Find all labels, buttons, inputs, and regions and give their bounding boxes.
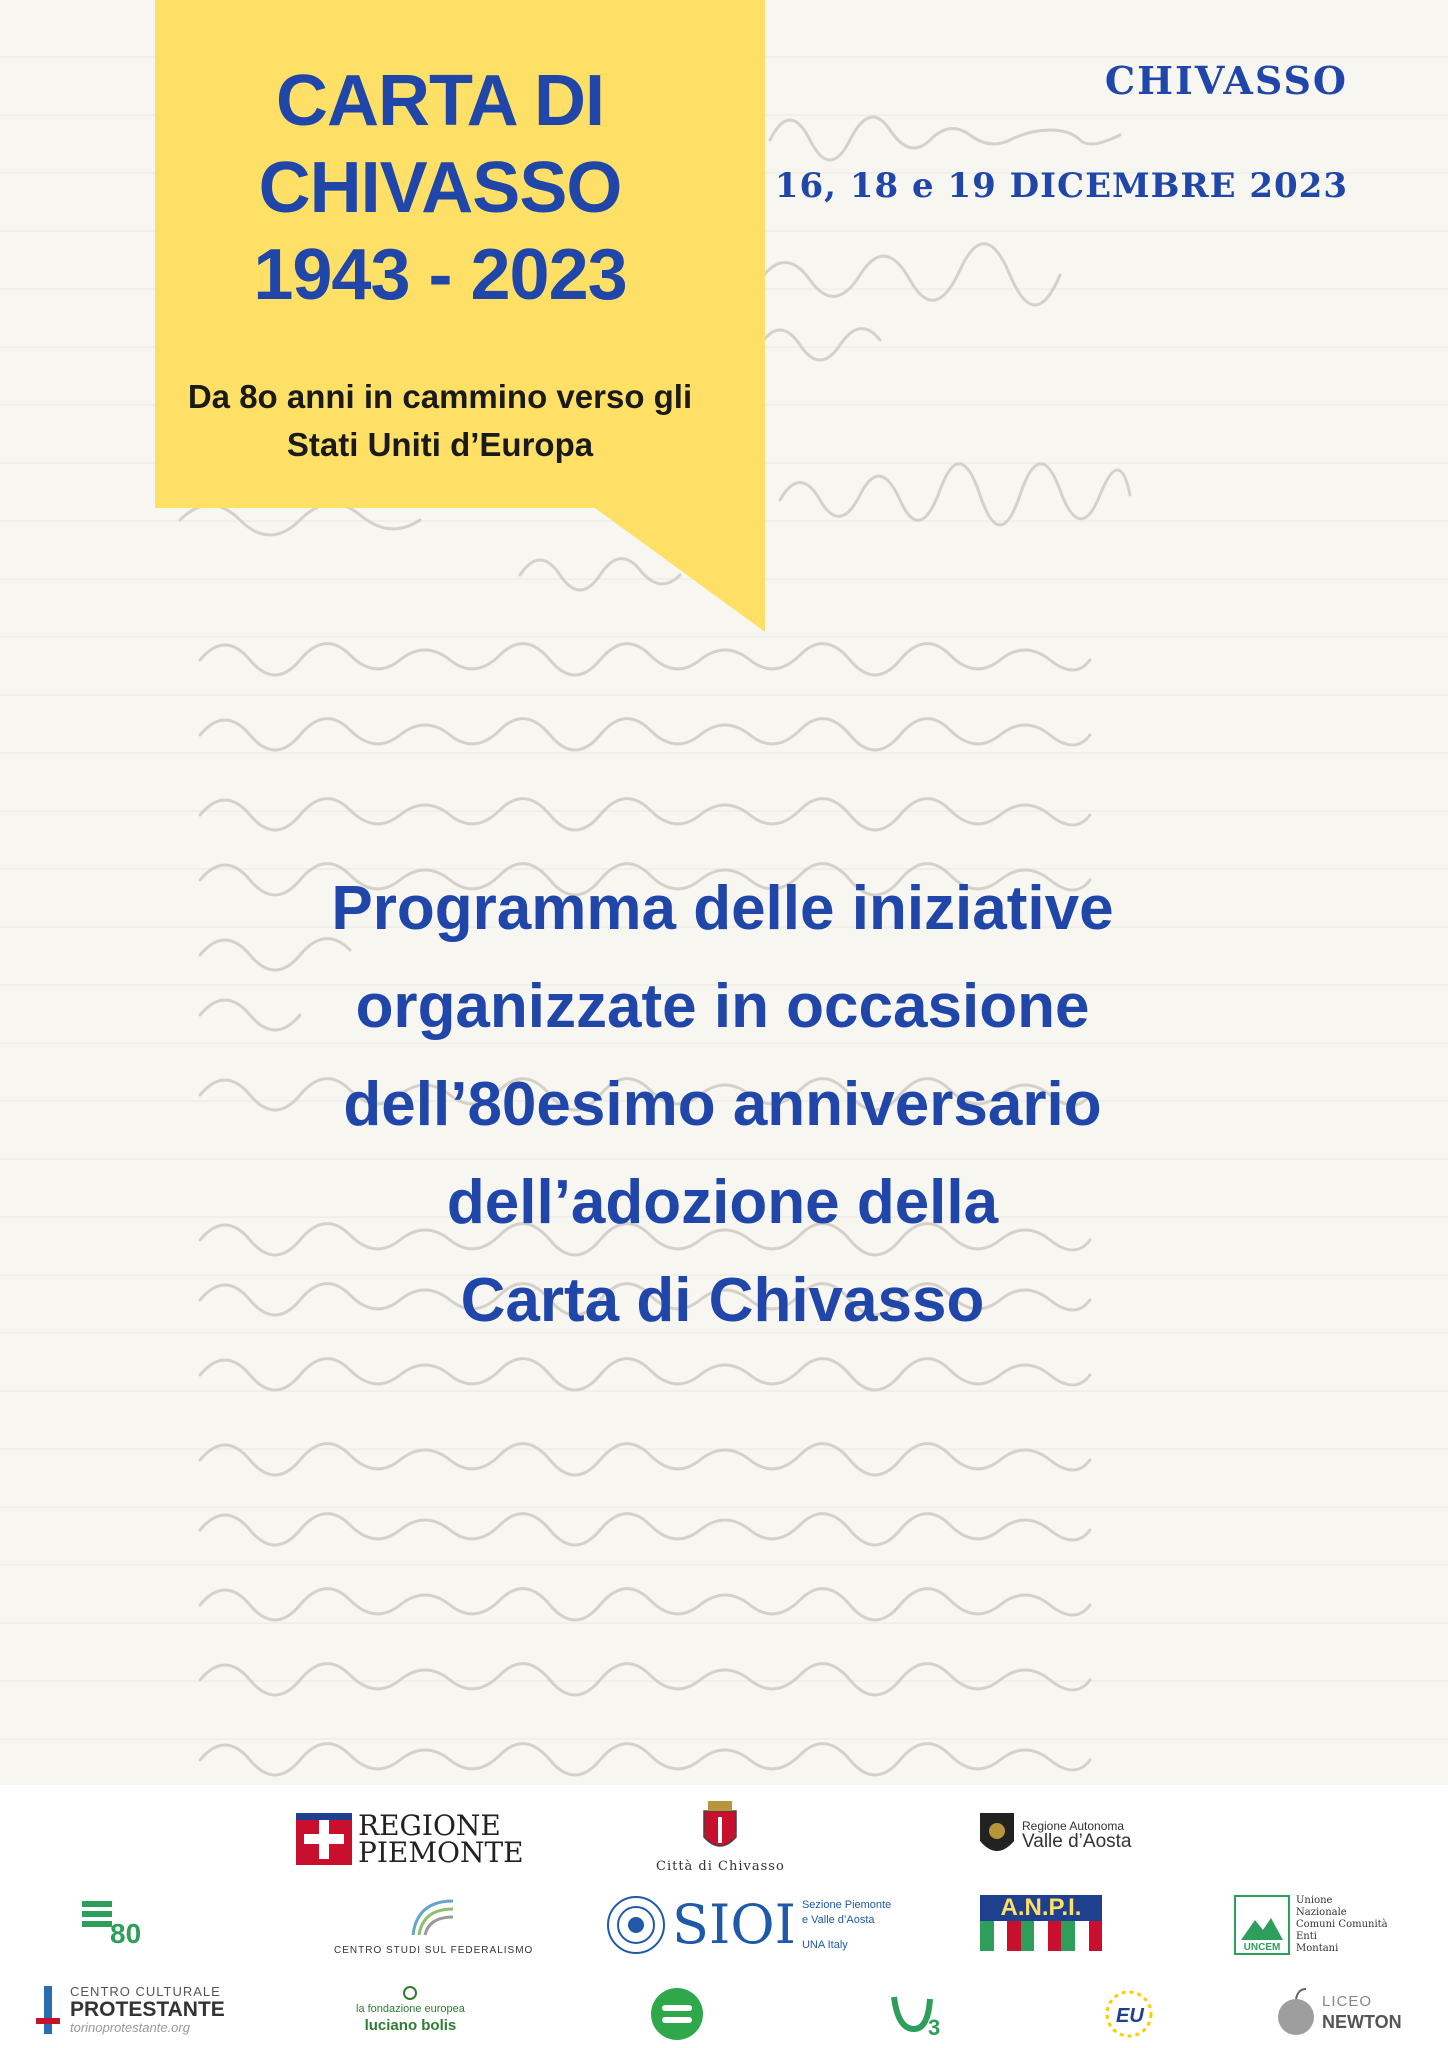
logo-text: Enti [1296,1931,1317,1942]
logo-text: 80 [110,1918,142,1947]
callout-title-line: CARTA DI [276,61,604,141]
sioi-logo [606,1895,891,1955]
logo-text: UNA Italy [801,1938,848,1951]
logo-text: REGIONE [358,1809,501,1842]
apple-icon [1276,1985,1316,2039]
logo-text: A.N.P.I. [980,1895,1102,1921]
eu-stars-icon [1104,1989,1154,2039]
callout-title [155,58,725,319]
logo-text: torinoprotestante.org [70,2020,190,2035]
valle-aosta-logo [978,1807,1132,1861]
program-line: Programma delle iniziative [331,874,1114,943]
callout-subtitle-line: Stati Uniti d’Europa [286,426,594,463]
csf-arc-icon [407,1895,461,1941]
protestante-logo [34,1983,225,2037]
logo-text: UNCEM [1243,1942,1281,1953]
uncem-mountain-icon [1234,1895,1290,1955]
program-line: dell’80esimo anniversario [343,1070,1102,1139]
csf-logo [334,1895,533,1956]
callout-subtitle-line: Da 8o anni in cammino verso gli [187,378,693,415]
callout-years: 1943 - 2023 [253,235,627,315]
svg-text:3: 3 [928,2015,941,2037]
event-dates: 16, 18 e 19 DICEMBRE 2023 [774,166,1348,206]
sponsor-logos [0,1785,1448,2048]
logo-text: PIEMONTE [358,1836,524,1869]
logo-text: Sezione Piemonte [801,1898,892,1911]
piemonte-shield-icon [296,1813,352,1865]
chivasso-crest-icon [698,1797,742,1857]
anpi-logo [980,1895,1102,1951]
logo-text: Nazionale [1296,1907,1347,1918]
green-circle-icon [650,1987,704,2041]
program-line: organizzate in occasione [355,972,1090,1041]
svg-text:EU: EU [1116,2005,1144,2027]
liceo-newton-logo [1276,1985,1402,2039]
logo-text: luciano bolis [364,2017,457,2034]
logo-text: la fondazione europea [356,2003,465,2015]
aosta-shield-icon [978,1807,1016,1861]
logo-text: CENTRO STUDI SUL FEDERALISMO [334,1945,534,1956]
program-line: dell’adozione della [446,1168,999,1237]
u3-icon [890,1989,948,2037]
logo-text: LICEO [1322,1993,1373,2010]
uncem-logo [1234,1895,1388,1955]
protestante-cross-icon [34,1984,64,2036]
sioi-seal-icon [606,1895,666,1955]
regione-piemonte-logo [296,1809,524,1869]
citta-chivasso-logo [656,1797,785,1874]
logo-text: Unione [1296,1895,1333,1906]
logo-text: SIOI [672,1893,796,1956]
program-heading [150,860,1295,1350]
logo-text: Valle d’Aosta [1022,1831,1132,1852]
logo-text: e Valle d’Aosta [801,1913,875,1926]
callout-subtitle [155,373,725,469]
mfe-80-logo [82,1897,148,1947]
title-callout [155,0,765,510]
logo-text: CENTRO CULTURALE [70,1984,221,1999]
eu-logo [1104,1989,1154,2039]
logo-text: Montani [1296,1943,1339,1954]
event-place: CHIVASSO [1104,58,1348,103]
mfe-flag-icon [82,1897,148,1947]
u3-logo [890,1989,948,2037]
bolis-leaf-icon [402,1985,418,2001]
logo-text: Città di Chivasso [656,1859,785,1874]
logo-text: NEWTON [1322,2012,1402,2032]
green-circle-logo [650,1987,704,2041]
bolis-logo [356,1985,465,2034]
program-line: Carta di Chivasso [460,1266,985,1335]
callout-title-line: CHIVASSO [258,148,622,228]
logo-text: PROTESTANTE [70,1998,225,2021]
italian-flag-icon [980,1921,1102,1951]
logo-text: Regione Autonoma [1022,1819,1125,1833]
logo-text: Comuni Comunità [1296,1919,1388,1930]
